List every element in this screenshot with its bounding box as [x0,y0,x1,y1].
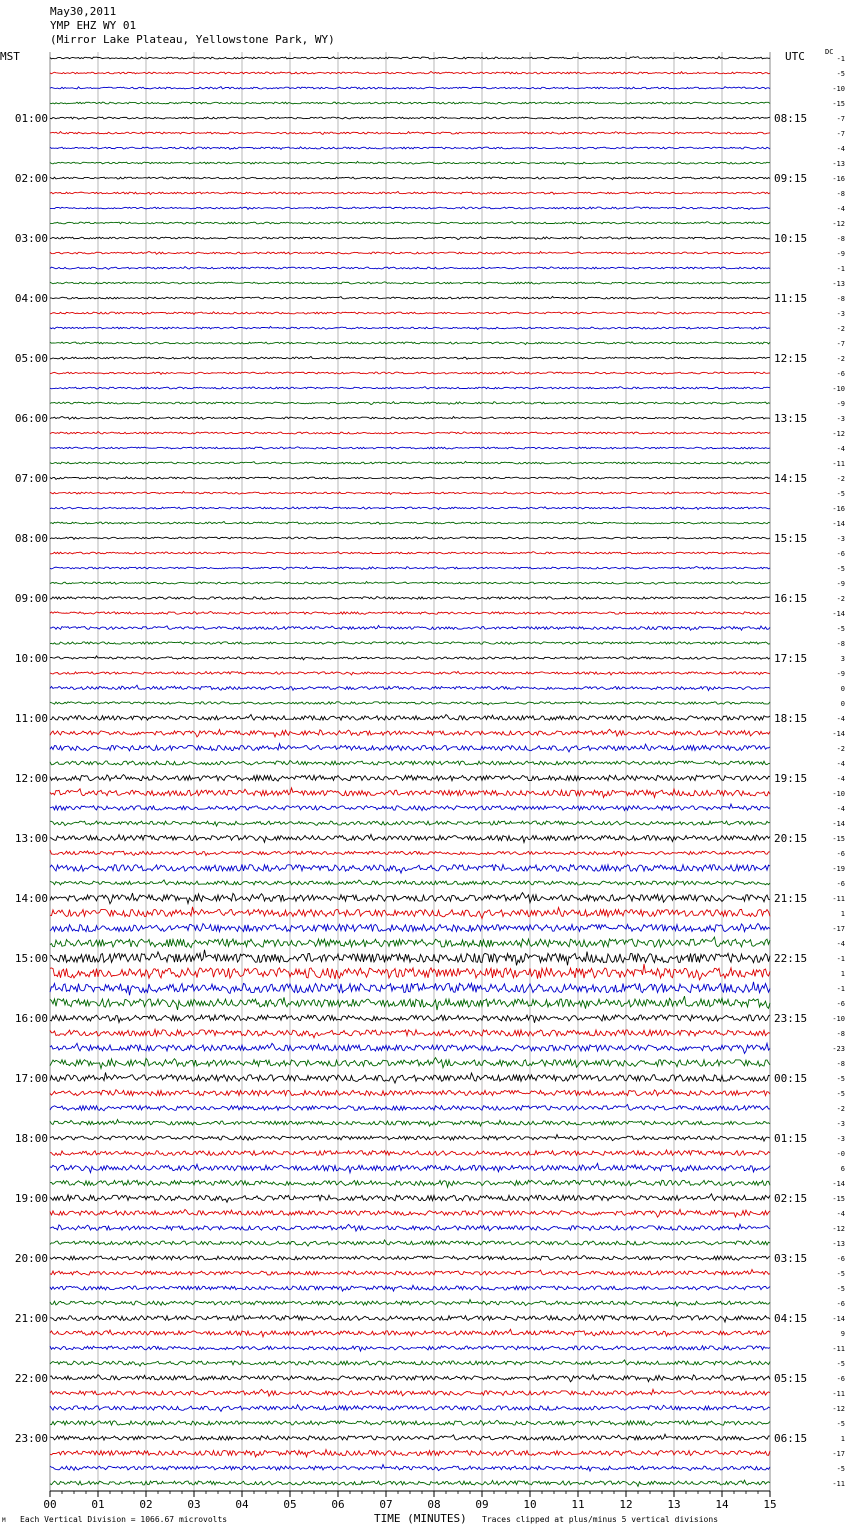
mst-hour-labels [15,112,48,1445]
utc-hour-label: 10:15 [774,232,808,245]
dc-offset-label: -9 [836,400,845,408]
dc-offset-label: -5 [836,490,845,498]
dc-offset-label: -10 [832,790,845,798]
trace-row-50 [50,788,770,798]
mst-hour-label: 10:00 [14,652,48,665]
trace-row-40 [50,642,770,645]
trace-row-35 [50,567,770,570]
trace-row-82 [50,1270,770,1275]
dc-offset-label: -5 [836,1465,845,1473]
dc-offset-label: -6 [836,1255,845,1263]
trace-row-49 [50,775,770,782]
dc-offset-label: 1 [840,910,845,918]
trace-row-54 [50,850,770,856]
trace-row-11 [50,207,770,209]
dc-offset-label: -1 [836,55,845,63]
dc-offset-label: -14 [832,1315,845,1323]
dc-offset-label: -0 [836,1150,845,1158]
trace-row-84 [50,1300,770,1307]
trace-row-55 [50,864,770,873]
dc-offset-label: -2 [836,1105,845,1113]
trace-row-14 [50,251,770,254]
trace-row-57 [50,893,770,904]
mst-hour-label: 22:00 [14,1372,48,1385]
x-tick-label: 12 [619,1498,633,1511]
dc-offset-label: 0 [840,700,845,708]
utc-hour-label: 05:15 [774,1372,808,1385]
trace-row-91 [50,1405,770,1412]
trace-row-33 [50,537,770,539]
seismic-traces [50,57,770,1487]
trace-row-30 [50,491,770,494]
x-axis-label: TIME (MINUTES) [374,1512,467,1525]
utc-hour-labels [774,112,807,1445]
utc-hour-label: 19:15 [774,772,808,785]
header-date: May30,2011 [50,5,117,18]
trace-row-16 [50,282,770,284]
dc-offset-label: 1 [840,970,845,978]
trace-row-61 [50,950,770,966]
trace-row-85 [50,1315,770,1322]
x-tick-label: 14 [715,1498,729,1511]
dc-offset-label: -2 [836,745,845,753]
x-tick-label: 15 [763,1498,777,1511]
dc-offset-label: -7 [836,130,845,138]
mst-hour-label: 01:00 [14,112,48,125]
dc-offset-label: -4 [836,1210,845,1218]
trace-row-86 [50,1329,770,1336]
trace-row-10 [50,191,770,194]
dc-offset-label: -1 [836,955,845,963]
trace-row-62 [50,964,770,980]
trace-row-95 [50,1465,770,1472]
dc-offset-label: 0 [840,685,845,693]
mst-hour-label: 06:00 [14,412,48,425]
utc-hour-label: 16:15 [774,592,808,605]
header-station: YMP EHZ WY 01 [50,19,137,32]
trace-row-34 [50,552,770,554]
dc-offset-label: -10 [832,1015,845,1023]
dc-offset-label: -17 [832,925,845,933]
utc-hour-label: 08:15 [774,112,808,125]
utc-hour-label: 20:15 [774,832,808,845]
dc-offset-label: -6 [836,550,845,558]
trace-row-73 [50,1135,770,1142]
trace-row-64 [50,996,770,1010]
dc-offset-label: -11 [832,1345,845,1353]
dc-offset-label: 1 [840,1435,845,1443]
trace-row-5 [50,117,770,119]
dc-offset-label: -5 [836,70,845,78]
trace-row-2 [50,71,770,73]
trace-row-36 [50,581,770,584]
utc-hour-label: 17:15 [774,652,808,665]
dc-offset-label: -7 [836,340,845,348]
dc-offset-label: -4 [836,715,845,723]
trace-row-4 [50,102,770,104]
dc-offset-label: -14 [832,820,845,828]
trace-row-71 [50,1105,770,1111]
trace-row-42 [50,671,770,675]
utc-hour-label: 00:15 [774,1072,808,1085]
x-tick-label: 05 [283,1498,297,1511]
dc-offset-label: -4 [836,805,845,813]
dc-offset-label: -14 [832,520,845,528]
dc-offset-label: -6 [836,880,845,888]
trace-row-88 [50,1360,770,1366]
dc-offset-label: -5 [836,565,845,573]
trace-row-8 [50,161,770,164]
trace-row-94 [50,1450,770,1457]
trace-row-22 [50,372,770,374]
x-axis [43,1491,776,1511]
dc-offset-label: -3 [836,1135,845,1143]
dc-offset-label: -6 [836,850,845,858]
dc-offset-label: -14 [832,1180,845,1188]
dc-offset-label: -13 [832,280,845,288]
dc-offset-label: -8 [836,1060,845,1068]
dc-offset-label: -12 [832,1405,845,1413]
utc-hour-label: 18:15 [774,712,808,725]
trace-row-27 [50,447,770,449]
mst-hour-label: 14:00 [14,892,48,905]
mst-hour-label: 21:00 [14,1312,48,1325]
dc-offset-label: -6 [836,1300,845,1308]
utc-hour-label: 13:15 [774,412,808,425]
dc-offset-label: -10 [832,385,845,393]
mst-hour-label: 05:00 [14,352,48,365]
utc-hour-label: 21:15 [774,892,808,905]
dc-offset-label: -4 [836,445,845,453]
dc-offset-label: -12 [832,1225,845,1233]
dc-offset-label: -4 [836,145,845,153]
trace-row-92 [50,1420,770,1425]
utc-hour-label: 22:15 [774,952,808,965]
mst-hour-label: 08:00 [14,532,48,545]
dc-offset-label: -2 [836,595,845,603]
mst-hour-label: 16:00 [14,1012,48,1025]
utc-hour-label: 03:15 [774,1252,808,1265]
dc-offset-label: -5 [836,1420,845,1428]
trace-row-41 [50,656,770,660]
dc-offset-label: -5 [836,1360,845,1368]
x-tick-label: 13 [667,1498,681,1511]
dc-offset-label: -4 [836,775,845,783]
trace-row-12 [50,222,770,224]
utc-hour-label: 06:15 [774,1432,808,1445]
trace-row-83 [50,1285,770,1291]
dc-offset-label: -4 [836,760,845,768]
mst-hour-label: 15:00 [14,952,48,965]
mst-hour-label: 03:00 [14,232,48,245]
dc-offset-label: -7 [836,115,845,123]
x-tick-label: 06 [331,1498,345,1511]
x-tick-label: 07 [379,1498,393,1511]
trace-row-44 [50,702,770,705]
trace-row-37 [50,597,770,600]
dc-offset-label: -2 [836,475,845,483]
x-tick-label: 11 [571,1498,585,1511]
dc-offset-label: -8 [836,190,845,198]
dc-offset-label: 3 [840,655,845,663]
dc-offset-label: -16 [832,505,845,513]
trace-row-1 [50,57,770,59]
dc-offset-label: -8 [836,1030,845,1038]
trace-row-68 [50,1058,770,1069]
trace-row-15 [50,267,770,270]
trace-row-87 [50,1346,770,1351]
utc-hour-label: 14:15 [774,472,808,485]
dc-offset-label: -3 [836,535,845,543]
dc-offset-label: -5 [836,1270,845,1278]
dc-offset-label: -16 [832,175,845,183]
dc-offset-label: -6 [836,1000,845,1008]
trace-row-19 [50,326,770,329]
dc-offset-label: -3 [836,1120,845,1128]
trace-row-46 [50,729,770,737]
dc-offset-label: -5 [836,1090,845,1098]
trace-row-18 [50,312,770,315]
trace-row-63 [50,982,770,995]
trace-row-80 [50,1240,770,1246]
x-tick-label: 01 [91,1498,105,1511]
dc-offset-label: -3 [836,310,845,318]
trace-row-96 [50,1480,770,1486]
mst-hour-label: 02:00 [14,172,48,185]
trace-row-78 [50,1209,770,1217]
dc-offset-label: -9 [836,580,845,588]
x-tick-label: 10 [523,1498,537,1511]
dc-offset-label: -6 [836,370,845,378]
dc-offset-label: -23 [832,1045,845,1053]
trace-row-25 [50,416,770,419]
dc-offset-label: -11 [832,895,845,903]
dc-offset-label: -11 [832,460,845,468]
trace-row-76 [50,1180,770,1187]
header-location: (Mirror Lake Plateau, Yellowstone Park, WY) [50,33,335,46]
dc-offset-label: -12 [832,220,845,228]
x-tick-label: 08 [427,1498,441,1511]
utc-hour-label: 23:15 [774,1012,808,1025]
mst-hour-label: 18:00 [14,1132,48,1145]
trace-row-52 [50,821,770,826]
dc-offset-label: -14 [832,730,845,738]
trace-row-59 [50,923,770,931]
x-tick-label: 04 [235,1498,249,1511]
mst-hour-label: 09:00 [14,592,48,605]
trace-row-3 [50,87,770,89]
utc-hour-label: 01:15 [774,1132,808,1145]
dc-offset-label: -11 [832,1480,845,1488]
utc-hour-label: 09:15 [774,172,808,185]
dc-offset-label: -15 [832,100,845,108]
trace-row-66 [50,1030,770,1038]
trace-row-29 [50,477,770,480]
dc-offset-label: -1 [836,985,845,993]
mst-hour-label: 17:00 [14,1072,48,1085]
dc-offset-label: -6 [836,1375,845,1383]
dc-offset-label: -19 [832,865,845,873]
dc-offset-label: -9 [836,670,845,678]
trace-row-60 [50,937,770,948]
mst-hour-label: 13:00 [14,832,48,845]
x-tick-label: 02 [139,1498,153,1511]
trace-row-39 [50,625,770,630]
trace-row-20 [50,342,770,345]
trace-row-70 [50,1090,770,1096]
clip-note: Traces clipped at plus/minus 5 vertical divisions [482,1515,719,1524]
scale-note: Each Vertical Division = 1066.67 microvolts [20,1515,228,1524]
trace-row-90 [50,1389,770,1396]
mst-hour-label: 11:00 [14,712,48,725]
dc-offset-label: -14 [832,610,845,618]
mst-hour-label: 12:00 [14,772,48,785]
dc-offset-label: -5 [836,625,845,633]
trace-row-69 [50,1072,770,1083]
dc-offset-label: -13 [832,160,845,168]
trace-row-79 [50,1224,770,1231]
dc-offset-label: -10 [832,85,845,93]
trace-row-67 [50,1043,770,1053]
x-tick-label: 03 [187,1498,201,1511]
dc-offset-label: -17 [832,1450,845,1458]
dc-offset-label: -5 [836,1285,845,1293]
dc-label: DC [825,48,834,56]
trace-row-31 [50,507,770,510]
trace-row-72 [50,1120,770,1127]
utc-hour-label: 11:15 [774,292,808,305]
dc-offset-label: -8 [836,640,845,648]
footer-mark: M [2,1517,6,1524]
x-tick-label: 00 [43,1498,57,1511]
trace-row-56 [50,880,770,885]
dc-offset-label: -4 [836,940,845,948]
dc-offset-label: -1 [836,265,845,273]
trace-row-45 [50,715,770,721]
dc-offset-label: 6 [840,1165,845,1173]
dc-offset-label: -11 [832,1390,845,1398]
mst-hour-label: 23:00 [14,1432,48,1445]
trace-row-38 [50,612,770,615]
trace-row-58 [50,907,770,919]
trace-row-13 [50,237,770,240]
x-tick-label: 09 [475,1498,489,1511]
trace-row-53 [50,835,770,843]
trace-row-43 [50,685,770,690]
trace-row-93 [50,1434,770,1440]
mst-hour-label: 04:00 [14,292,48,305]
trace-row-21 [50,356,770,359]
utc-hour-label: 15:15 [774,532,808,545]
trace-row-7 [50,147,770,150]
trace-row-32 [50,521,770,524]
dc-offset-label: -15 [832,1195,845,1203]
mst-label: MST [0,50,20,63]
utc-label: UTC [785,50,805,63]
dc-offset-label: -9 [836,250,845,258]
dc-offset-label: -8 [836,295,845,303]
dc-offset-label: -2 [836,355,845,363]
utc-hour-label: 04:15 [774,1312,808,1325]
dc-offset-label: -4 [836,205,845,213]
trace-row-51 [50,804,770,811]
dc-offset-label: -8 [836,235,845,243]
dc-offset-label: -12 [832,430,845,438]
utc-hour-label: 02:15 [774,1192,808,1205]
dc-offset-label: 9 [840,1330,845,1338]
trace-row-24 [50,402,770,405]
trace-row-48 [50,761,770,765]
dc-offset-label: -13 [832,1240,845,1248]
trace-row-9 [50,177,770,180]
trace-row-74 [50,1150,770,1156]
trace-row-89 [50,1375,770,1382]
dc-offset-label: -15 [832,835,845,843]
trace-row-6 [50,132,770,135]
utc-hour-label: 12:15 [774,352,808,365]
trace-row-28 [50,461,770,463]
trace-row-26 [50,432,770,434]
dc-offset-label: -5 [836,1075,845,1083]
trace-row-23 [50,387,770,389]
dc-offset-label: -3 [836,415,845,423]
mst-hour-label: 19:00 [14,1192,48,1205]
trace-row-81 [50,1256,770,1261]
mst-hour-label: 20:00 [14,1252,48,1265]
trace-row-47 [50,744,770,752]
trace-row-77 [50,1194,770,1202]
dc-offset-labels [832,55,845,1488]
trace-row-75 [50,1163,770,1172]
dc-offset-label: -2 [836,325,845,333]
trace-row-17 [50,296,770,298]
trace-row-65 [50,1015,770,1023]
mst-hour-label: 07:00 [14,472,48,485]
